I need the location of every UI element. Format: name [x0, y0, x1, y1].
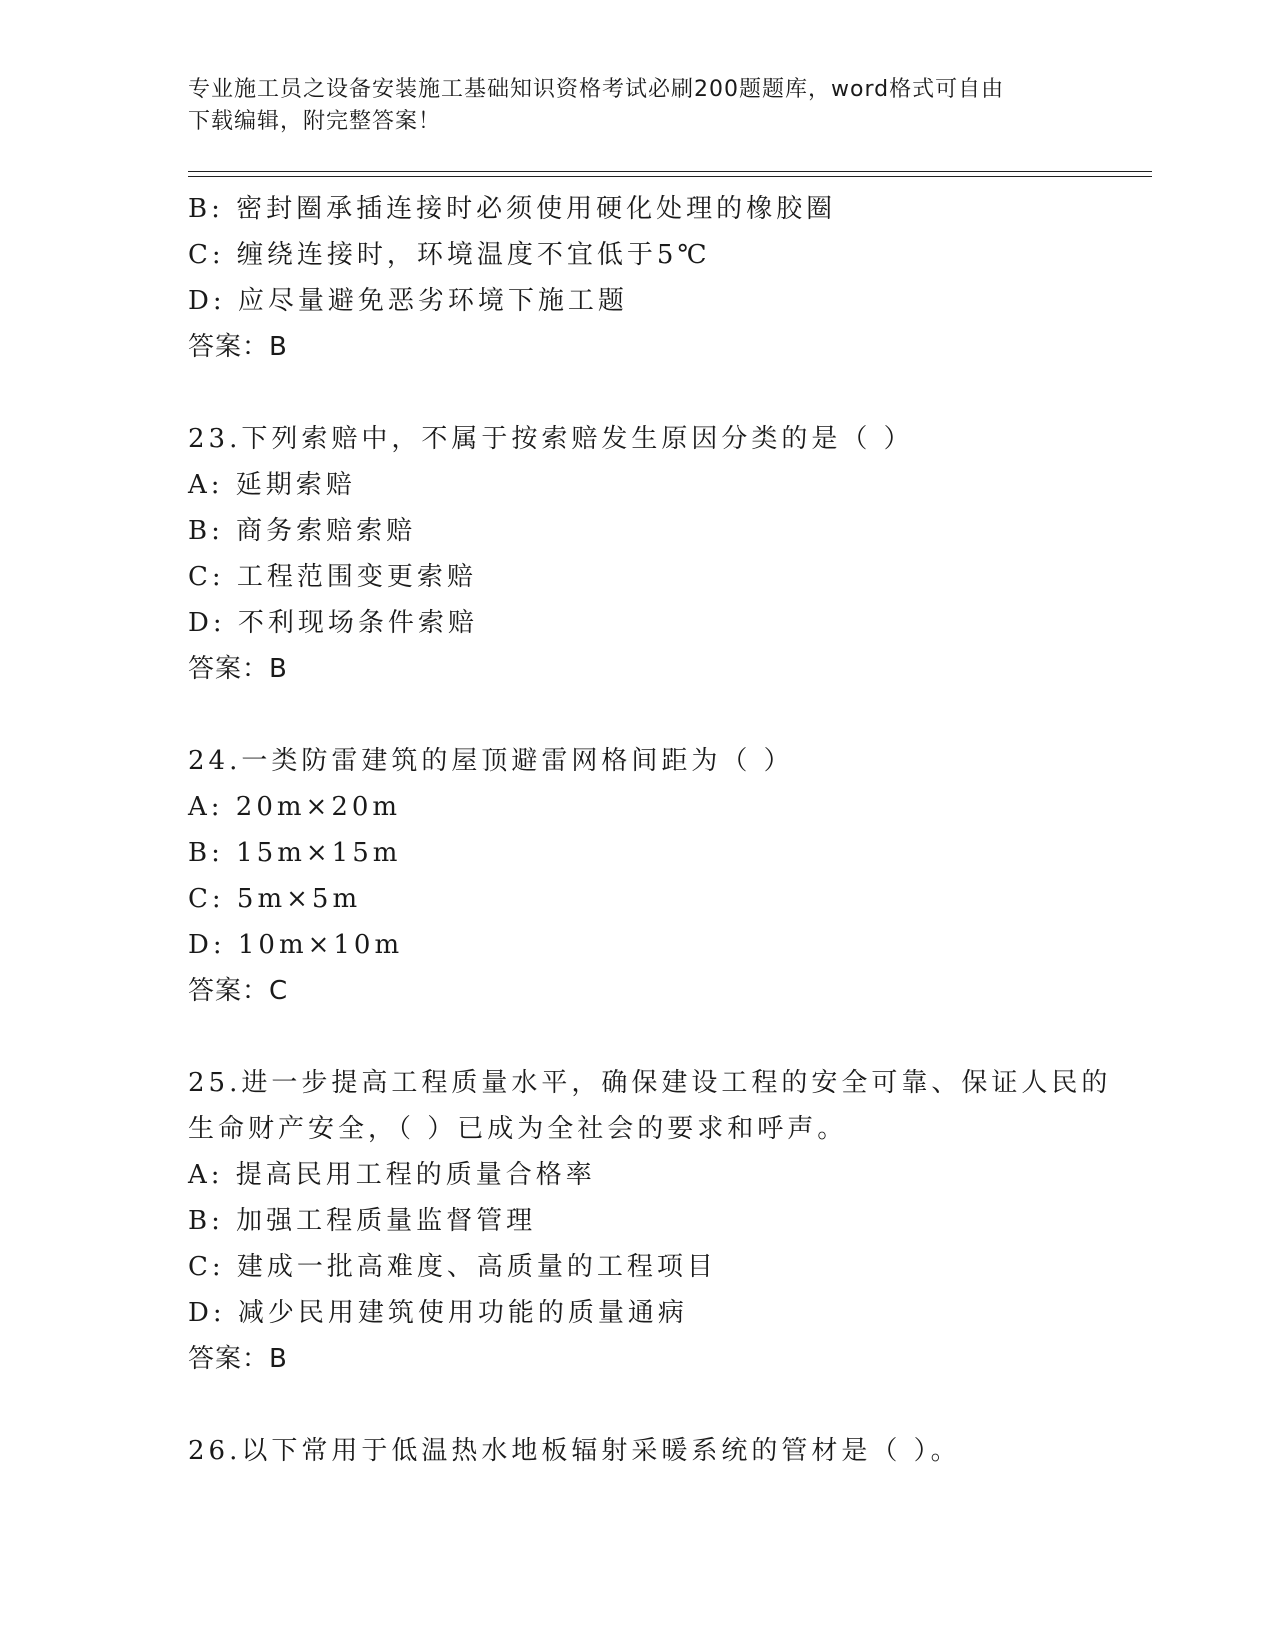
option-d: D: 减少民用建筑使用功能的质量通病	[188, 1298, 688, 1328]
option-b: B: 15m×15m	[188, 838, 402, 868]
previous-question-tail	[188, 186, 1128, 370]
spacer	[188, 692, 1128, 738]
document-header	[188, 74, 1068, 138]
question-25	[188, 1060, 1128, 1382]
option-c: C: 5m×5m	[188, 884, 362, 914]
option-a: A: 延期索赔	[188, 470, 356, 500]
option-c: C: 工程范围变更索赔	[188, 562, 477, 592]
spacer	[188, 1382, 1128, 1428]
question-stem-line-1: 25.进一步提高工程质量水平，确保建设工程的安全可靠、保证人民的	[188, 1068, 1112, 1098]
question-stem: 23.下列索赔中，不属于按索赔发生原因分类的是（ ）	[188, 424, 914, 454]
answer-line: 答案：C	[188, 976, 289, 1006]
option-d: D: 10m×10m	[188, 930, 404, 960]
header-divider-top	[188, 171, 1152, 172]
option-b: B: 商务索赔索赔	[188, 516, 417, 546]
option-b: B: 密封圈承插连接时必须使用硬化处理的橡胶圈	[188, 194, 837, 224]
spacer	[188, 1014, 1128, 1060]
answer-line: 答案：B	[188, 1344, 288, 1374]
option-a: A: 提高民用工程的质量合格率	[188, 1160, 596, 1190]
option-c: C: 建成一批高难度、高质量的工程项目	[188, 1252, 717, 1282]
spacer	[188, 370, 1128, 416]
question-stem: 24.一类防雷建筑的屋顶避雷网格间距为（ ）	[188, 746, 794, 776]
header-divider-bottom	[188, 176, 1152, 177]
option-b: B: 加强工程质量监督管理	[188, 1206, 537, 1236]
question-24	[188, 738, 1128, 1014]
header-title-line-2: 下载编辑，附完整答案！	[188, 109, 442, 134]
question-stem-line-2: 生命财产安全，（ ）已成为全社会的要求和呼声。	[188, 1114, 848, 1144]
option-d: D: 不利现场条件索赔	[188, 608, 478, 638]
answer-line: 答案：B	[188, 332, 288, 362]
option-d: D: 应尽量避免恶劣环境下施工题	[188, 286, 628, 316]
question-list	[188, 186, 1128, 1474]
question-stem: 26.以下常用于低温热水地板辐射采暖系统的管材是（ ）。	[188, 1436, 961, 1466]
question-26	[188, 1428, 1128, 1474]
option-c: C: 缠绕连接时，环境温度不宜低于5℃	[188, 240, 711, 270]
question-23	[188, 416, 1128, 692]
header-title-line-1: 专业施工员之设备安装施工基础知识资格考试必刷200题题库，word格式可自由	[188, 77, 1005, 102]
answer-line: 答案：B	[188, 654, 288, 684]
option-a: A: 20m×20m	[188, 792, 402, 822]
